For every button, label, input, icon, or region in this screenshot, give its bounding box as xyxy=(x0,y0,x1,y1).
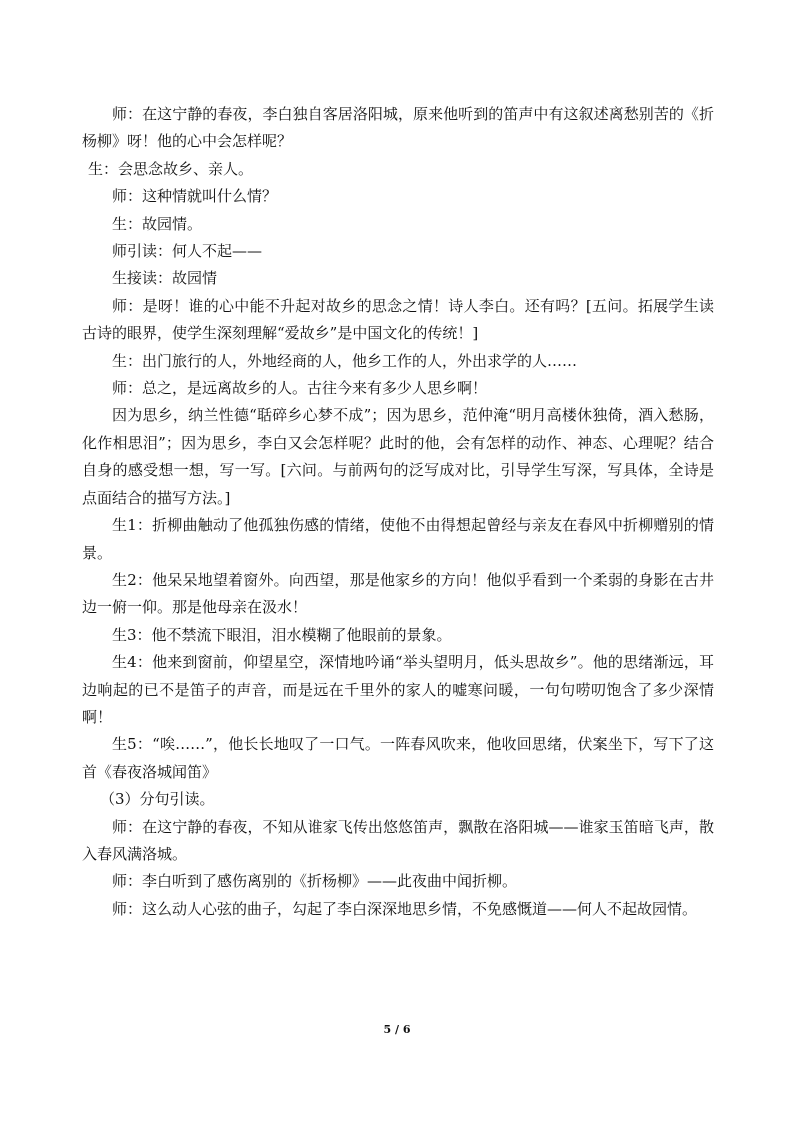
paragraph: 生4：他来到窗前，仰望星空，深情地吟诵“举头望明月，低头思故乡”。他的思绪渐远，耳边响起的已不是笛子的声音，而是远在千里外的家人的嘘寒问暖，一句句唠叨饱含了多少深情啊！ xyxy=(82,653,714,726)
paragraph: 生接读：故园情 xyxy=(112,269,218,288)
paragraph: 生3：他不禁流下眼泪，泪水模糊了他眼前的景象。 xyxy=(112,625,452,644)
paragraph: 生：故园情。 xyxy=(112,214,203,233)
paragraph: 生2：他呆呆地望着窗外。向西望，那是他家乡的方向！他似乎看到一个柔弱的身影在古井边一俯一仰。那是他母亲在汲水！ xyxy=(82,570,714,617)
paragraph: 师：在这宁静的春夜，不知从谁家飞传出悠悠笛声，飘散在洛阳城——谁家玉笛暗飞声，散入春风满洛城。 xyxy=(82,817,714,863)
paragraph: 生：会思念故乡、亲人。 xyxy=(88,159,254,178)
paragraph: 生1：折柳曲触动了他孤独伤感的情绪，使他不由得想起曾经与亲友在春风中折柳赠别的情景。 xyxy=(82,516,714,562)
paragraph: （3）分句引读。 xyxy=(100,790,215,809)
document-body xyxy=(82,101,714,923)
page-number: 5 / 6 xyxy=(383,1023,411,1036)
paragraph: 生5：“唉……”，他长长地叹了一口气。一阵春风吹来，他收回思绪，伏案坐下，写下了这首《春夜洛城闻笛》 xyxy=(82,735,714,781)
paragraph: 师：这么动人心弦的曲子，勾起了李白深深地思乡情，不免感慨道——何人不起故园情。 xyxy=(112,899,698,918)
paragraph: 师：是呀！谁的心中能不升起对故乡的思念之情！诗人李白。还有吗？[五问。拓展学生读古诗的眼界，使学生深刻理解“爱故乡”是中国文化的传统！] xyxy=(82,296,714,343)
paragraph: 生：出门旅行的人，外地经商的人，他乡工作的人，外出求学的人…… xyxy=(112,351,578,370)
paragraph: 师：这种情就叫什么情？ xyxy=(112,187,278,206)
paragraph: 师：在这宁静的春夜，李白独自客居洛阳城，原来他听到的笛声中有这叙述离愁别苦的《折杨柳》呀！他的心中会怎样呢？ xyxy=(82,105,714,151)
paragraph: 师引读：何人不起—— xyxy=(112,242,263,261)
paragraph: 师：李白听到了感伤离别的《折杨柳》——此夜曲中闻折柳。 xyxy=(112,872,518,891)
paragraph: 因为思乡，纳兰性德“聒碎乡心梦不成”；因为思乡，范仲淹“明月高楼休独倚，酒入愁肠，化作相思泪”；因为思乡，李白又会怎样呢？此时的他，会有怎样的动作、神态、心理呢？结合自身的感受想一想，写一写。[六问。与前两句的泛写成对比，引导学生写深，写具体，全诗是点面结合的描写方法。] xyxy=(82,406,714,507)
paragraph: 师：总之，是远离故乡的人。古往今来有多少人思乡啊！ xyxy=(112,379,488,398)
